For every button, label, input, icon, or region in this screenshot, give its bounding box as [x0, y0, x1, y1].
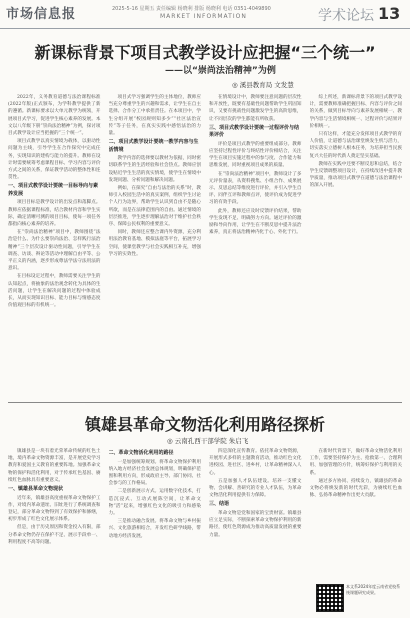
paragraph: 在“崇尚法治精神”项目中，教师设计了多元评价量表，从资料搜集、小组合作、成果展示、反思总结等维度进行评价，并引入学生自评、同伴互评和教师点评，使评价成为促进学习的有效手段。: [209, 171, 302, 206]
paragraph: 近年来，镇雄县高度重视革命文物保护工作，对境内革命遗址、旧址进行了系统调查和登记，部分革命文物得到了有效保护和修缮，初步形成了红色文化展示体系。: [8, 495, 101, 523]
article1-body: [8, 94, 402, 398]
section-heading: 三、项目式教学设计要统一过程评价与结果评价: [209, 124, 300, 139]
paragraph: 同时，教师还应整合课内外资源，充分利用法治教育基地、模拟法庭等平台，拓展学习空间，使课堂教学与社会实践相互补充，增强学习的实效性。: [108, 230, 201, 257]
paragraph: 一是加强统筹规划。将革命文物保护利用纳入地方经济社会发展总体规划，明确保护范围和利用方向，形成政府主导、部门协同、社会参与的工作格局。: [108, 459, 201, 487]
article2-title: 镇雄县革命文物活化利用路径探析: [84, 415, 325, 434]
page-number: 13: [378, 4, 401, 23]
paragraph: 综上所述，新课标背景下的项目式教学设计，需要教师准确把握目标、内容与评价之间的关系，做到目标导向与素养发展相统一、教学内容与生活情境相统一、过程评价与结果评价相统一。: [309, 95, 402, 129]
article2-column-3: [209, 448, 302, 612]
article1-column-4: [310, 94, 403, 398]
paragraph: 镇雄县是一块有着光荣革命传统的红色土地，境内革命文物资源丰富，是开展党史学习教育和爱国主义教育的重要阵地。加强革命文物的保护和活化利用，对于传承红色基因、赓续红色血脉具有重要意义。: [8, 449, 101, 483]
paragraph: 在情境设计中，教师要注意问题的层次性和开放性，既要有基础性问题帮助学生巩固知识，又要有挑战性问题激发学生的高阶思维，让不同层次的学生都能有所收获。: [209, 95, 302, 122]
paragraph: 评价是项目式教学的重要组成部分。教师应坚持过程性评价与终结性评价相结合，关注学生在项目实施过程中的参与度、合作能力和思维发展，同时重视项目成果的质量。: [209, 141, 302, 169]
paragraph: 通过多方协同、持续发力，镇雄县的革命文物必将焕发新的时代光彩，为赓续红色血脉、弘扬革命精神作出更大贡献。: [309, 478, 402, 499]
paragraph: 四是深化宣传教育。依托革命文物资源，开展形式多样的主题教育活动，推动红色文化进校园、进社区、进乡村，让革命精神深入人心。: [209, 449, 302, 476]
paragraph: 只有这样，才能充分发挥项目式教学的育人价值，让道德与法治课堂焕发生机与活力，切实落实立德树人根本任务，为培养担当民族复兴大任的时代新人奠定坚实基础。: [309, 132, 402, 159]
section-name: 学术论坛: [318, 8, 374, 24]
paragraph: 在“崇尚法治精神”项目中，教师围绕“法治是什么、为什么要崇尚法治、怎样践行法治精神”三个层次设计驱动性问题，引导学生在调查、访谈、辩论等活动中理解自由平等、公平正义的内涵，逐步形成尊法学法守法用法的意识。: [8, 230, 101, 272]
paragraph: 革命文物是党和国家的宝贵财富。镇雄县应立足实际，不断探索革命文物保护利用的新路径，使红色资源成为推动高质量发展的重要力量。: [209, 510, 302, 538]
paragraph: 但是，由于历史原因和资金投入有限，部分革命文物仍存在保护不足、展示手段单一、利用程度不高等问题。: [8, 525, 101, 545]
article1-subtitle: ——以“崇尚法治精神”为例: [165, 66, 276, 76]
paragraph: 项目式学习强调学生的主体地位，教师应当充分尊重学生的兴趣和需求，让学生在自主选择、合作分工中承担责任。在本项目中，学生分组开展“校园规则知多少”“社区法治宣传”等子任务，在真实实践中感悟法治的力量。: [108, 95, 201, 137]
article1-column-2: [109, 94, 202, 398]
masthead: [0, 0, 410, 29]
section-heading: 一、项目式教学设计要统一目标导向与素养发展: [8, 183, 99, 197]
paragraph: 教师在实践中还要不断反思和总结，结合学生反馈调整项目设计，在持续改进中提升教学质量，推动项目式教学在道德与法治课程中的深入开展。: [309, 161, 402, 189]
article1-title: 新课标背景下项目式教学设计应把握“三个统一”: [34, 43, 376, 62]
paragraph: 2022年，义务教育道德与法治课程标准(2022年版)正式颁布，为学科教学提供了新的遵循。新课标要求以大单元教学为统领，开展项目式学习，促进学生核心素养的发展。本文以八年级下册“崇尚法治精神”为例，探讨项目式教学设计应当把握的“三个统一”。: [8, 95, 101, 137]
article2-column-2: [109, 448, 202, 612]
english-name: MARKET INFORMATION: [160, 13, 247, 20]
paragraph: 在目标设定过程中，教师需要关注学生的认知起点，将抽象的法治观念转化为具体的生活问题，让学生在解决问题的过程中体验成长，从而实现知识目标、能力目标与情感态度价值观目标的有机统一。: [8, 274, 101, 309]
section-heading: 三、结语: [209, 501, 230, 508]
newspaper-logo: 市场信息报: [6, 7, 77, 22]
article2-column-1: [8, 448, 101, 612]
paragraph: 三是推动融合发展。将革命文物与乡村振兴、文化旅游相结合，开发红色研学线路，带动地方经济发展。: [108, 519, 201, 539]
article1-column-3: [209, 94, 302, 398]
article2-footnote: 本文系2024年度云南省党校系统课题研究成果。: [346, 584, 401, 595]
paragraph: 五是加强人才队伍建设。培养一支懂文物、会讲解、善研究的专业人才队伍，为革命文物活化利用提供有力保障。: [209, 478, 302, 499]
paragraph: 项目式教学以真实情境为载体，以驱动性问题为主线，引导学生在合作探究中完成任务，实现知识的建构与能力的提升。教师在设计时需要统筹考虑课程目标、学习内容与评价方式之间的关系，保证教学活动的整体性和连贯性。: [8, 139, 101, 181]
paragraph: 此外，教师还应及时反馈评价结果，帮助学生发现不足、明确努力方向。通过评价的激励和导向作用，让学生在不断反思中提升法治素养，真正将法治精神内化于心、外化于行。: [209, 208, 302, 236]
qr-code-icon: [316, 584, 344, 612]
section-heading: 二、项目式教学设计要统一教学内容与生活情境: [108, 139, 199, 153]
paragraph: 例如，在探究“自由与法治的关系”时，教师引入校园生活中的真实案例，组织学生讨论个人行为边界，帮助学生认识到自由不是随心所欲，而是在法律范围内的自由。通过情境的层层推进，学生逐步理解法治对于维护社会秩序、保障公民权利的重要意义。: [108, 186, 201, 228]
paragraph: 教学内容的选择要以教材为依据，同时密切联系学生的生活经验和社会热点。教师应创设贴近学生生活的真实情境，使学生在情境中发现问题、分析问题和解决问题。: [108, 156, 201, 183]
article1-column-1: [8, 94, 101, 398]
paragraph: 二是创新展示方式。运用数字化技术，打造沉浸式、互动式展陈空间，让革命文物“活”起来，增强红色文化的吸引力和感染力。: [108, 489, 201, 516]
issue-meta: 2025-5-16 星期五 责任编辑 杨晓利 排版 杨晓利 电话 0351-4049890: [112, 6, 271, 12]
article1-byline: ◎ 溪县教育局 文发慧: [232, 81, 294, 89]
article-divider: [8, 402, 402, 403]
paragraph: 在新时代背景下，做好革命文物活化利用工作，需要坚持保护为主、抢救第一、合理利用、加强管理的方针，统筹好保护与利用的关系。: [309, 449, 402, 476]
article2-byline: ◎ 云南孔西干部学院 朱启飞: [167, 437, 249, 445]
paragraph: 项目目标是教学设计的出发点和落脚点。教师应依据课程标准，结合教材内容和学生实际，确定清晰可测的项目目标，使每一项任务都指向核心素养的培养。: [8, 200, 101, 228]
section-heading: 二、革命文物活化利用的路径: [108, 450, 174, 456]
section-heading: 一、镇雄县革命文物现状: [8, 486, 64, 493]
